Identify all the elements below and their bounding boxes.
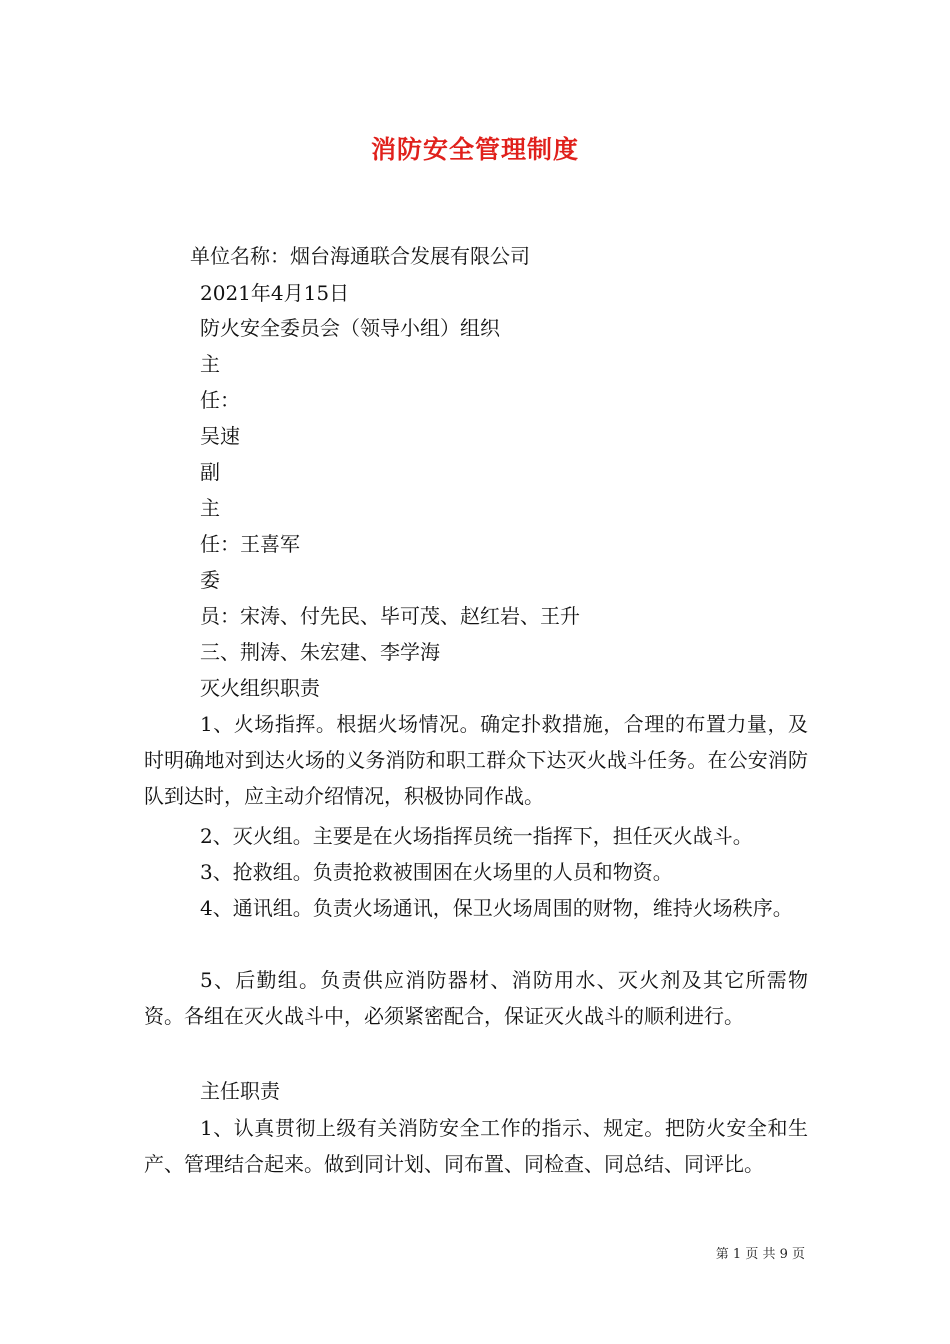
director-duty-paragraph-1: 1、认真贯彻上级有关消防安全工作的指示、规定。把防火安全和生产、管理结合起来。做到同计划、同布置、同检查、同总结、同评比。 bbox=[144, 1116, 808, 1176]
director-label-1: 主 bbox=[200, 352, 220, 376]
duties-heading: 灭火组织职责 bbox=[200, 676, 320, 700]
deputy-label-2: 主 bbox=[200, 496, 220, 520]
document-title: 消防安全管理制度 bbox=[370, 135, 579, 164]
duty-paragraph-4: 4、通讯组。负责火场通讯，保卫火场周围的财物，维持火场秩序。 bbox=[200, 896, 793, 920]
document-date: 2021年4月15日 bbox=[200, 281, 350, 305]
duty-paragraph-3: 3、抢救组。负责抢救被围困在火场里的人员和物资。 bbox=[200, 860, 673, 884]
duty-paragraph-2: 2、灭火组。主要是在火场指挥员统一指挥下，担任灭火战斗。 bbox=[200, 824, 753, 848]
member-list: 员：宋涛、付先民、毕可茂、赵红岩、王升 bbox=[200, 604, 580, 628]
duty-paragraph-1: 1、火场指挥。根据火场情况。确定扑救措施，合理的布置力量，及时明确地对到达火场的义务消防和职工群众下达灭火战斗任务。在公安消防队到达时，应主动介绍情况，积极协同作战。 bbox=[144, 712, 808, 808]
member-label: 委 bbox=[200, 568, 220, 592]
committee-heading: 防火安全委员会（领导小组）组织 bbox=[200, 316, 500, 340]
director-label-2: 任： bbox=[200, 388, 240, 412]
member-list-continued: 三、荆涛、朱宏建、李学海 bbox=[200, 640, 440, 664]
deputy-label-1: 副 bbox=[200, 460, 220, 484]
director-name: 吴速 bbox=[200, 424, 240, 448]
unit-name: 单位名称：烟台海通联合发展有限公司 bbox=[190, 244, 530, 268]
director-duties-heading: 主任职责 bbox=[200, 1079, 280, 1103]
deputy-name: 任：王喜军 bbox=[200, 532, 300, 556]
duty-paragraph-5: 5、后勤组。负责供应消防器材、消防用水、灭火剂及其它所需物资。各组在灭火战斗中，必须紧密配合，保证灭火战斗的顺利进行。 bbox=[144, 968, 808, 1028]
page-number: 第 1 页 共 9 页 bbox=[715, 1247, 805, 1262]
